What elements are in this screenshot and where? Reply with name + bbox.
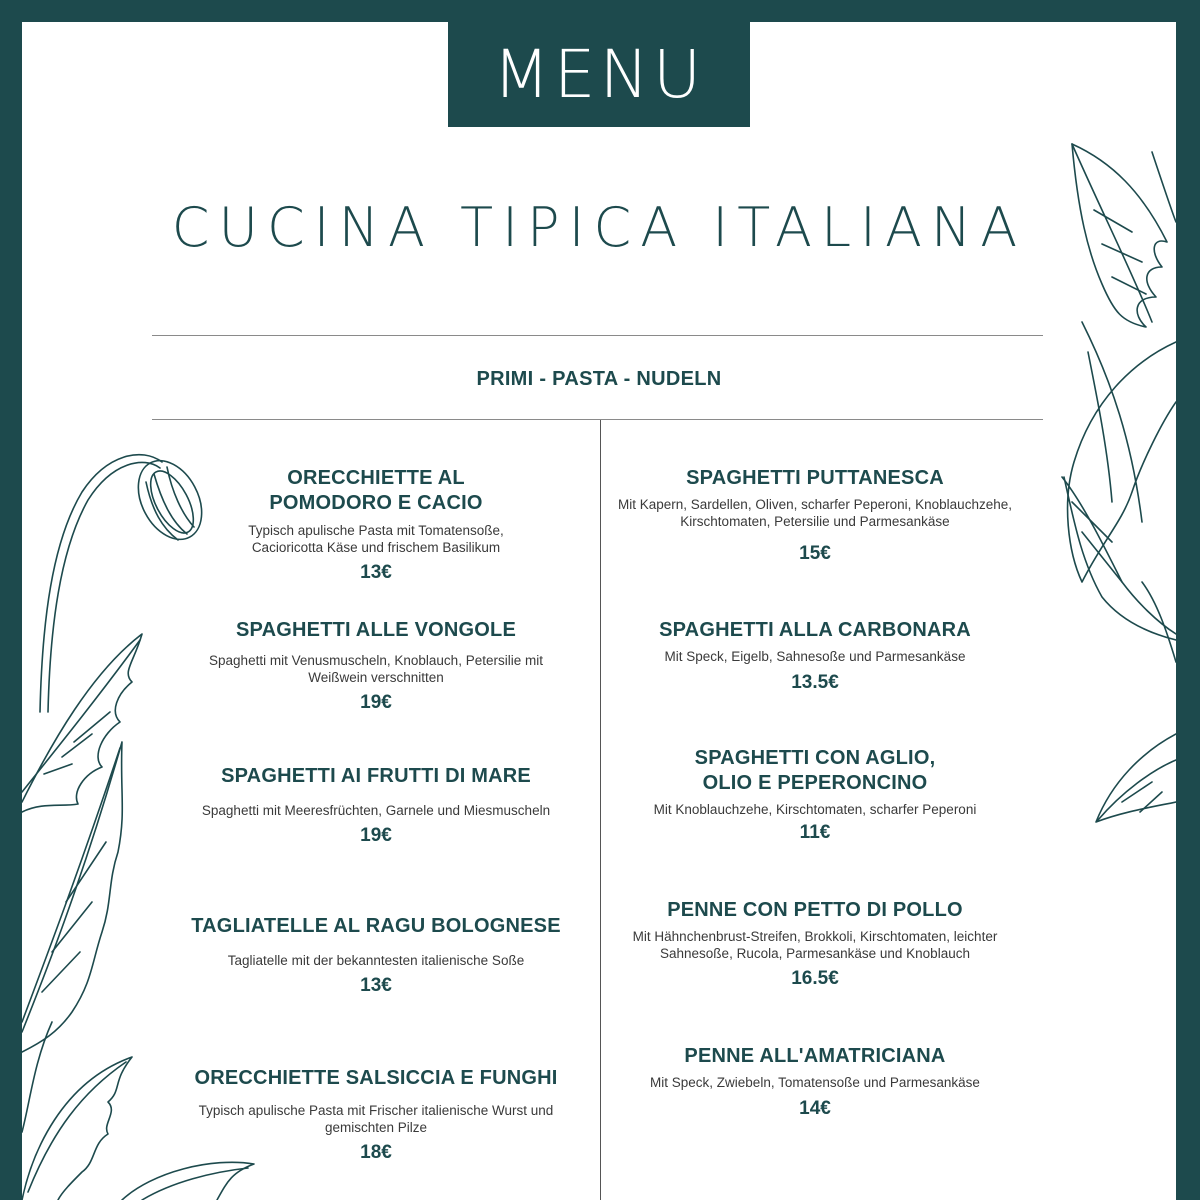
dish-description: Mit Speck, Zwiebeln, Tomatensoße und Parmesankäse [650, 1075, 980, 1090]
dish-name: SPAGHETTI ALLE VONGOLE [236, 619, 516, 641]
dish-name: SPAGHETTI AI FRUTTI DI MARE [221, 765, 531, 787]
restaurant-subtitle: CUCINA TIPICA ITALIANA [171, 196, 1027, 259]
section-title: PRIMI - PASTA - NUDELN [476, 368, 722, 390]
menu-item [141, 914, 611, 998]
menu-item [141, 1066, 611, 1165]
dish-price: 19€ [360, 824, 392, 846]
menu-item [580, 898, 1050, 991]
dish-price: 13.5€ [791, 671, 839, 693]
dish-name: ORECCHIETTE SALSICCIA E FUNGHI [194, 1067, 558, 1089]
dish-description: Tagliatelle mit der bekanntesten italienische Soße [227, 953, 525, 968]
dish-price: 16.5€ [791, 968, 839, 989]
dish-price: 15€ [799, 543, 831, 564]
dish-description: Typisch apulische Pasta mit Tomatensoße, Cacioricotta Käse und frischem Basilikum [248, 523, 504, 555]
menu-page [22, 22, 1176, 1200]
dish-name: SPAGHETTI ALLA CARBONARA [659, 619, 971, 641]
dish-name: PENNE ALL'AMATRICIANA [684, 1045, 946, 1067]
dish-name: TAGLIATELLE AL RAGU BOLOGNESE [191, 915, 561, 937]
menu-header-banner [448, 22, 750, 127]
dish-name: PENNE CON PETTO DI POLLO [667, 899, 963, 921]
menu-item [141, 466, 611, 585]
dish-price: 11€ [799, 821, 831, 843]
dish-description: Typisch apulische Pasta mit Frischer italienische Wurst und gemischten Pilze [198, 1103, 554, 1135]
dish-price: 14€ [799, 1097, 831, 1119]
menu-item [580, 466, 1050, 566]
dish-description: Mit Speck, Eigelb, Sahnesoße und Parmesankäse [664, 649, 966, 664]
menu-item [141, 764, 611, 848]
menu-item [141, 618, 611, 715]
dish-price: 18€ [360, 1142, 392, 1163]
divider-top [152, 335, 1043, 336]
dish-name: SPAGHETTI PUTTANESCA [686, 467, 944, 489]
dish-name: SPAGHETTI CON AGLIO, OLIO E PEPERONCINO [694, 747, 936, 794]
dish-description: Spaghetti mit Venusmuscheln, Knoblauch, Petersilie mit Weißwein verschnitten [209, 653, 543, 685]
menu-title: MENU [492, 35, 706, 113]
menu-item [580, 1044, 1050, 1121]
dish-description: Mit Hähnchenbrust-Streifen, Brokkoli, Kirschtomaten, leichter Sahnesoße, Rucola, Parmesankäse und Knoblauch [632, 929, 998, 961]
dish-price: 13€ [360, 974, 392, 996]
dish-name: ORECCHIETTE AL POMODORO E CACIO [269, 467, 483, 514]
dish-description: Spaghetti mit Meeresfrüchten, Garnele und Miesmuscheln [201, 803, 551, 818]
divider-bottom [152, 419, 1043, 420]
dish-description: Mit Knoblauchzehe, Kirschtomaten, scharfer Peperoni [653, 802, 977, 817]
dish-price: 19€ [360, 692, 392, 713]
menu-item [580, 618, 1050, 695]
dish-price: 13€ [360, 562, 392, 583]
menu-item [580, 746, 1050, 845]
dish-description: Mit Kapern, Sardellen, Oliven, scharfer Peperoni, Knoblauchzehe, Kirschtomaten, Petersilie und Parmesankäse [618, 497, 1012, 529]
